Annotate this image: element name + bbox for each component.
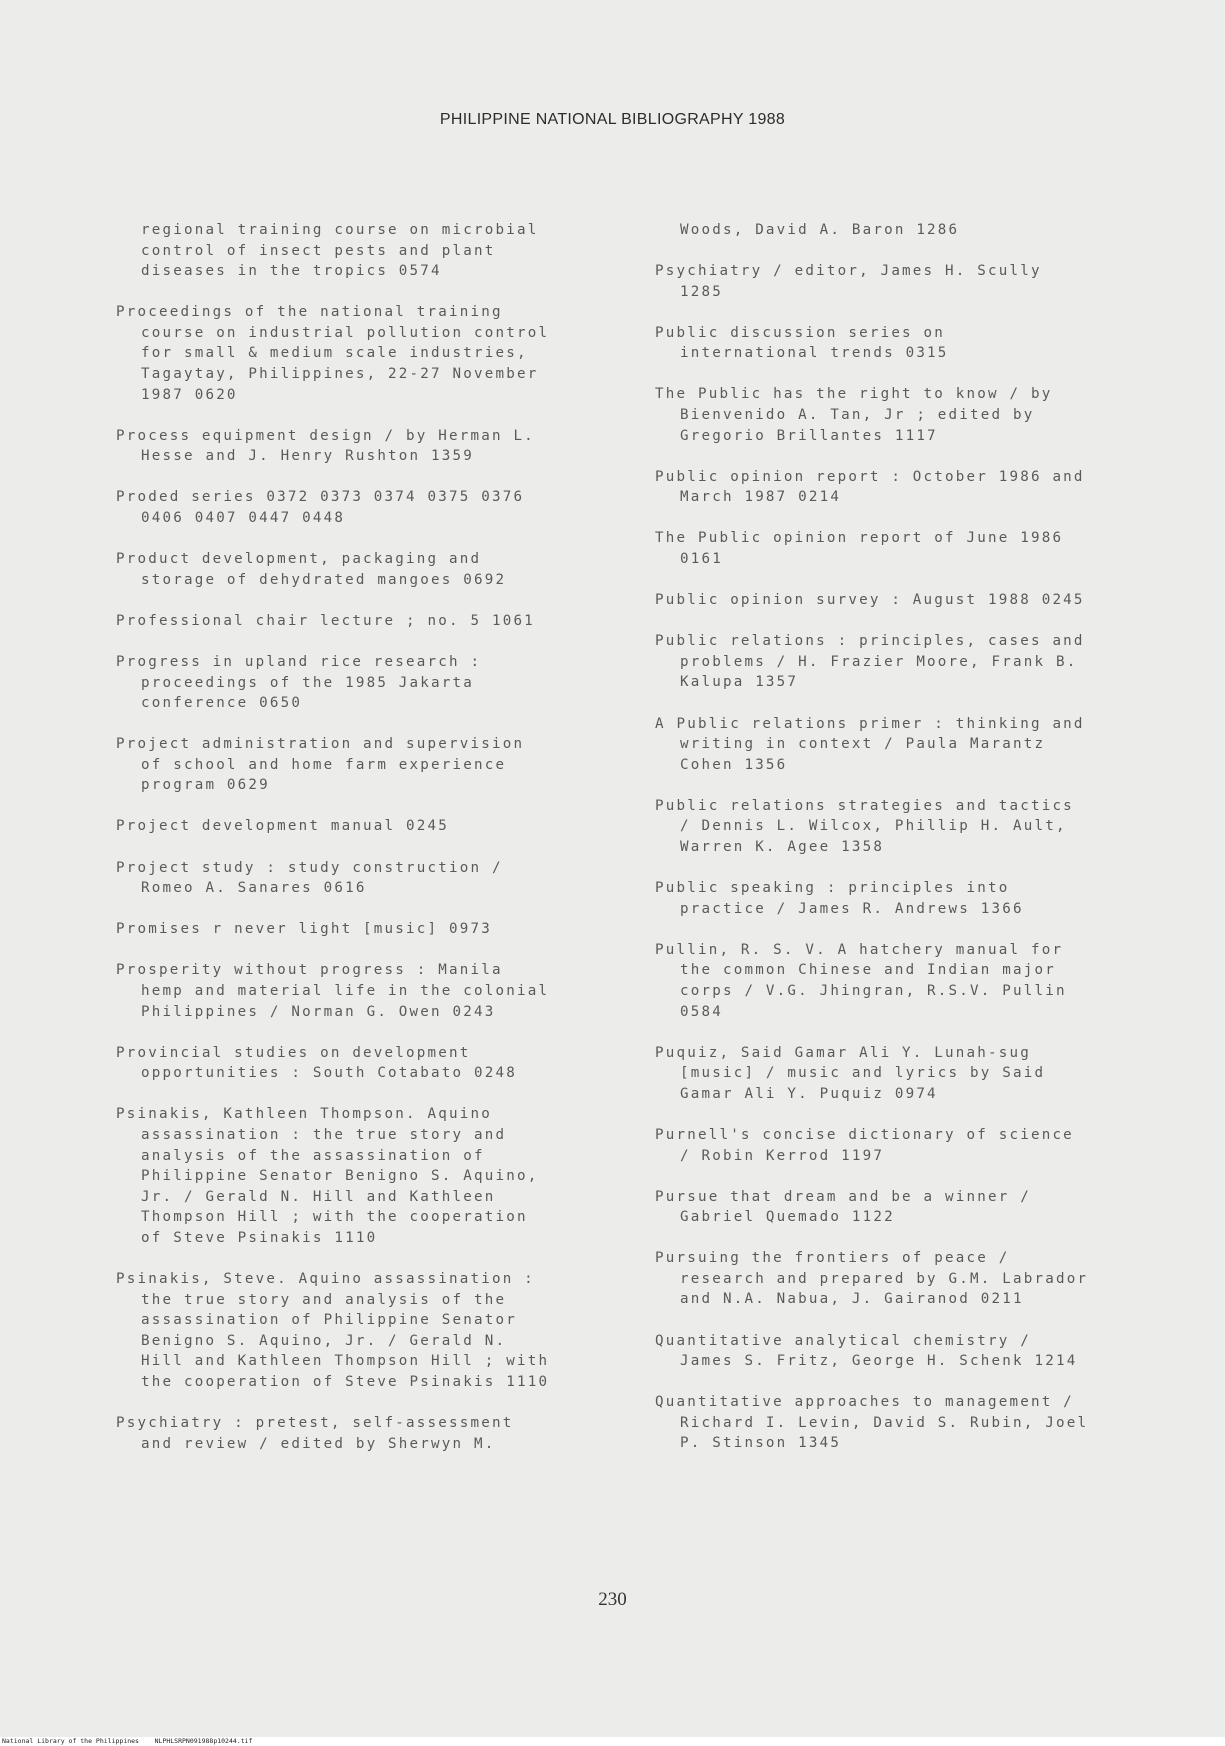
- bibliography-entry: Public discussion series on international trends 0315: [655, 324, 949, 362]
- left-column: [116, 220, 616, 1475]
- bibliography-entry: Public opinion survey : August 1988 0245: [655, 592, 1085, 609]
- bibliography-entry: Provincial studies on development opportunities : South Cotabato 0248: [116, 1044, 517, 1082]
- bibliography-entry: Prosperity without progress : Manila hemp and material life in the colonial Philippines / Norman G. Owen 0243: [116, 962, 550, 1020]
- bibliography-entry: Process equipment design / by Herman L. Hesse and J. Henry Rushton 1359: [116, 427, 535, 465]
- bibliography-entry: The Public has the right to know / by Bienvenido A. Tan, Jr ; edited by Gregorio Brillantes 1117: [655, 386, 1053, 444]
- bibliography-entry: Project administration and supervision of school and home farm experience program 0629: [116, 736, 525, 794]
- bibliography-entry: Professional chair lecture ; no. 5 1061: [116, 612, 535, 629]
- bibliography-entry: Progress in upland rice research : proceedings of the 1985 Jakarta conference 0650: [116, 653, 482, 712]
- right-column: [655, 220, 1160, 1475]
- bibliography-entry: Pursuing the frontiers of peace / research and prepared by G.M. Labrador and N.A. Nabua, J. Gairanod 0211: [655, 1250, 1089, 1308]
- bibliography-entry: Proded series 0372 0373 0374 0375 0376 0406 0407 0447 0448: [116, 489, 525, 527]
- bibliography-entry: Psychiatry : pretest, self-assessment and review / edited by Sherwyn M.: [116, 1415, 514, 1452]
- bibliography-entry: Quantitative analytical chemistry / James S. Fritz, George H. Schenk 1214: [655, 1332, 1078, 1370]
- bibliography-entry: Promises r never light [music] 0973: [116, 921, 492, 938]
- bibliography-entry: The Public opinion report of June 1986 0161: [655, 530, 1064, 568]
- bibliography-entry: Quantitative approaches to management / Richard I. Levin, David S. Rubin, Joel P. Stinson 1345: [655, 1394, 1089, 1452]
- bibliography-entry: Public relations strategies and tactics / Dennis L. Wilcox, Phillip H. Ault, Warren K. Agee 1358: [655, 797, 1074, 855]
- bibliography-entry: Psinakis, Kathleen Thompson. Aquino assassination : the true story and analysis of the assassination of Philippine Senator Benigno S. Aquino, Jr. / Gerald N. Hill and Kathleen Thompson Hill ; with the cooperation of Steve Psinakis 1110: [116, 1106, 539, 1246]
- bibliography-entry: Pullin, R. S. V. A hatchery manual for the common Chinese and Indian major corps / V.G. Jhingran, R.S.V. Pullin 0584: [655, 941, 1067, 1020]
- bibliography-entry: Purnell's concise dictionary of science / Robin Kerrod 1197: [655, 1126, 1074, 1164]
- bibliography-entry: Project development manual 0245: [116, 818, 449, 835]
- bibliography-entry: regional training course on microbial control of insect pests and plant diseases in the tropics 0574: [141, 222, 539, 280]
- bibliography-entry: A Public relations primer : thinking and writing in context / Paula Marantz Cohen 1356: [655, 715, 1085, 773]
- bibliography-entry: Public speaking : principles into practice / James R. Andrews 1366: [655, 880, 1024, 917]
- bibliography-entry: Public opinion report : October 1986 and March 1987 0214: [655, 468, 1085, 506]
- bibliography-entry: Psychiatry / editor, James H. Scully 1285: [655, 263, 1042, 300]
- bibliography-entry: Project study : study construction / Romeo A. Sanares 0616: [116, 859, 503, 897]
- page-number: 230: [598, 1589, 627, 1610]
- bibliography-entry: Pursue that dream and be a winner / Gabriel Quemado 1122: [655, 1188, 1031, 1226]
- bibliography-entry: Proceedings of the national training course on industrial pollution control for small & medium scale industries, Tagaytay, Philippines, 22-27 November 1987 0620: [116, 304, 550, 403]
- bibliography-entry: Puquiz, Said Gamar Ali Y. Lunah-sug [music] / music and lyrics by Said Gamar Ali Y. Puquiz 0974: [655, 1044, 1046, 1102]
- scan-footer: National Library of the Philippines NLPHLSRPN091988p10244.tif: [2, 1737, 253, 1745]
- page-header: PHILIPPINE NATIONAL BIBLIOGRAPHY 1988: [439, 111, 786, 128]
- bibliography-entry: Psinakis, Steve. Aquino assassination : the true story and analysis of the assassination of Philippine Senator Benigno S. Aquino, Jr. / Gerald N. Hill and Kathleen Thompson Hill ; with the cooperation of Steve Psinakis 1110: [116, 1270, 550, 1390]
- bibliography-entry: Woods, David A. Baron 1286: [680, 222, 960, 238]
- bibliography-entry: Public relations : principles, cases and problems / H. Frazier Moore, Frank B. Kalupa 1357: [655, 633, 1085, 691]
- bibliography-entry: Product development, packaging and storage of dehydrated mangoes 0692: [116, 551, 507, 588]
